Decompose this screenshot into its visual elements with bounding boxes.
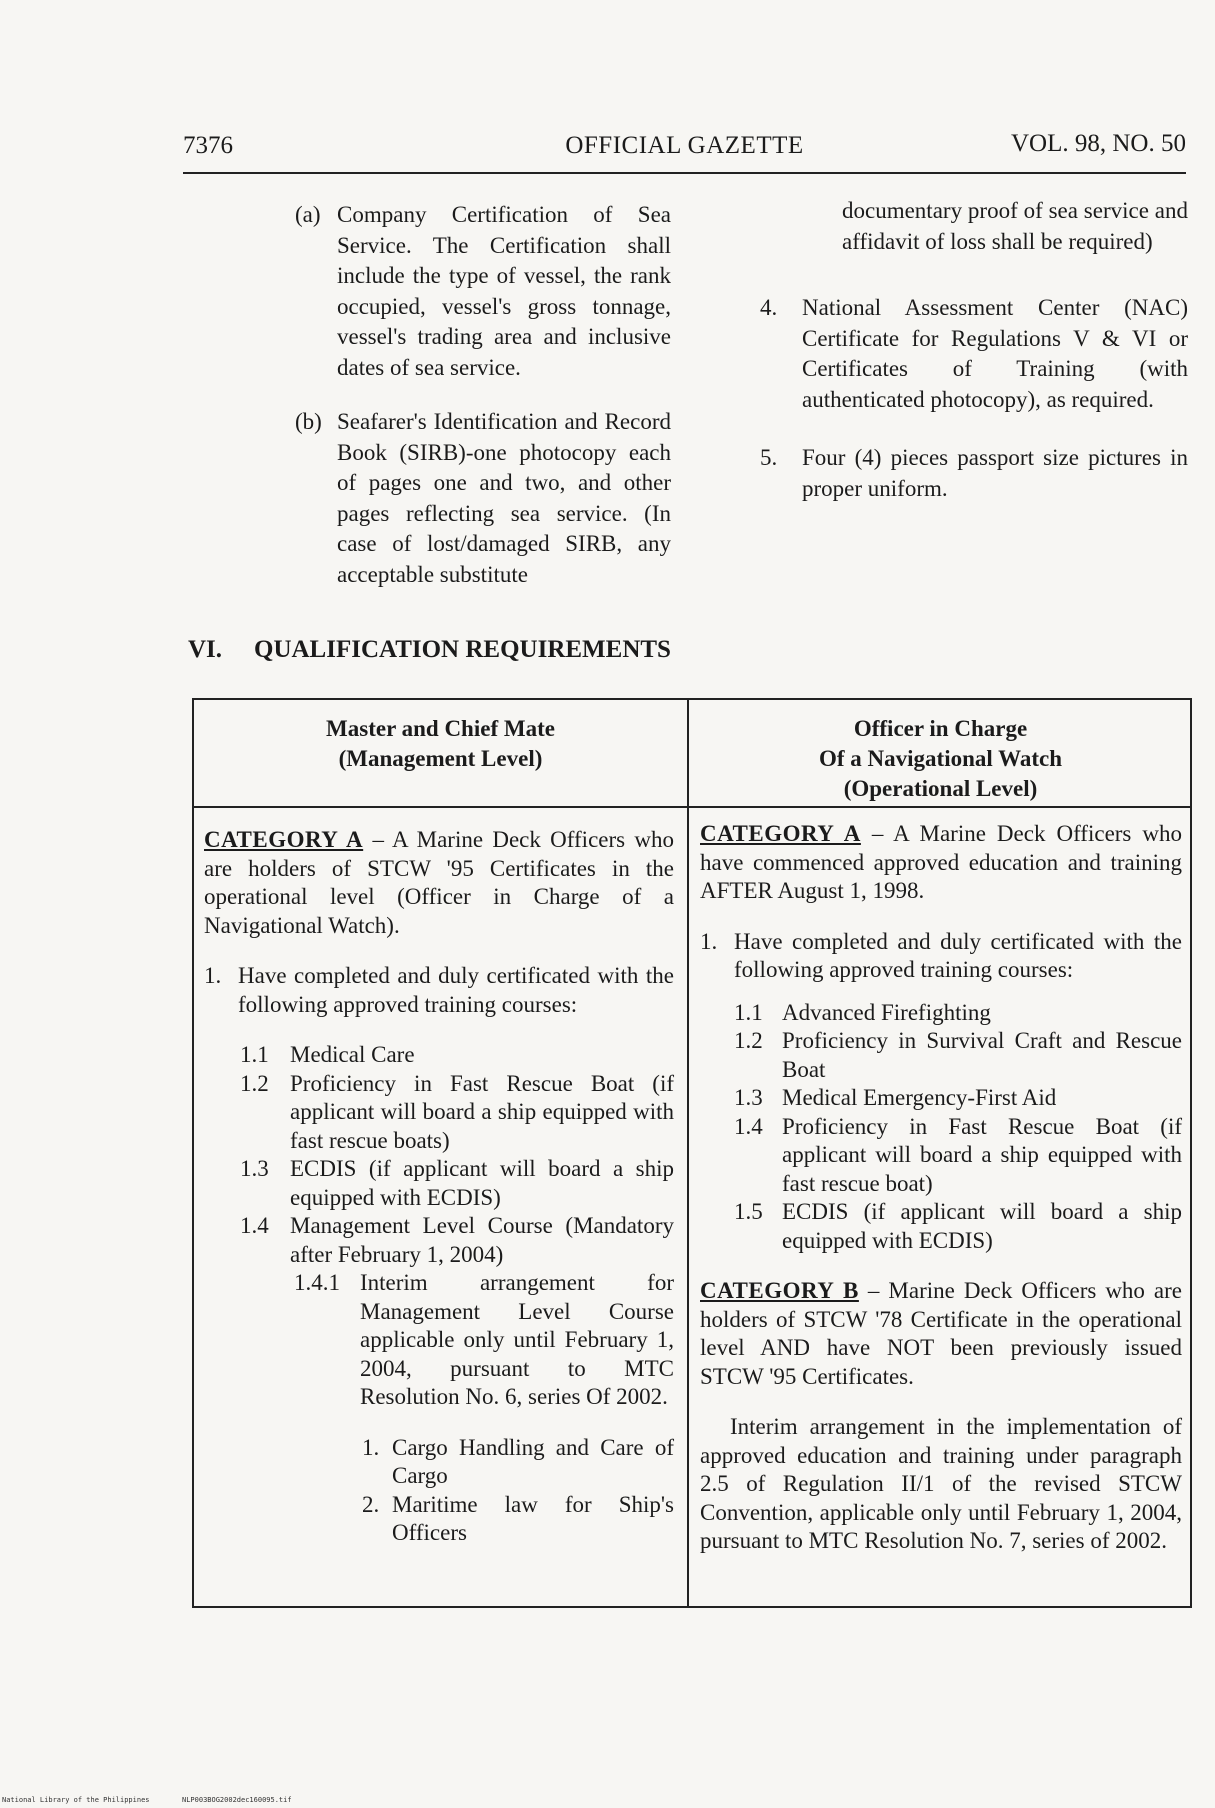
course-item: 1.3 Medical Emergency-First Aid — [734, 1085, 1057, 1110]
volume-number: VOL. 98, NO. 50 — [1011, 130, 1186, 157]
list-item-a: (a) Company Certification of Sea Service. The Certification shall include the type of vessel, the rank occupied, vessel's gross tonnage, vessel's trading area and inclusive dates of sea service. — [295, 202, 671, 380]
table-header-management: Master and Chief Mate (Management Level) — [326, 716, 555, 771]
course-item: 1.2 Proficiency in Fast Rescue Boat (if applicant will board a ship equipped with fast rescue boats) — [240, 1070, 674, 1153]
header-rule — [183, 172, 1186, 174]
scan-footer: National Library of the Philippines NLP003BOG2002dec160095.tif — [2, 1796, 292, 1804]
course-item: 1.1 Advanced Firefighting — [734, 999, 991, 1025]
operational-level-cell — [700, 820, 1182, 1556]
left-text-column — [295, 200, 671, 590]
course-item: 1.1 Medical Care — [240, 1042, 415, 1067]
interim-arrangement-paragraph: Interim arrangement in the implementation of approved education and training under paragraph 2.5 of Regulation II/1 of the revised STCW Convention, applicable only until February 1, 2004, pursuant to MTC Resolution No. 7, series of 2002. — [700, 1414, 1182, 1553]
category-a-paragraph: CATEGORY A – A Marine Deck Officers who are holders of STCW '95 Certificates in the operational level (Officer in Charge of a Navigational Watch). — [204, 827, 674, 938]
publication-title: OFFICIAL GAZETTE — [565, 132, 804, 159]
subitem: 2. Maritime law for Ship's Officers — [362, 1491, 674, 1545]
management-level-cell — [204, 826, 674, 1548]
list-item: 1. Have completed and duly certificated with the following approved training courses: — [204, 963, 674, 1017]
course-item: 1.3 ECDIS (if applicant will board a ship equipped with ECDIS) — [240, 1156, 674, 1210]
table-header-operational: Officer in Charge Of a Navigational Watch (Operational Level) — [818, 716, 1062, 801]
list-item-b: (b) Seafarer's Identification and Record Book (SIRB)-one photocopy each of pages one and two, and other pages reflecting sea service. (In case of lost/damaged SIRB, any acceptable substitute — [295, 409, 671, 587]
subitem: 1. Cargo Handling and Care of Cargo — [362, 1434, 674, 1488]
category-b-paragraph: CATEGORY B – Marine Deck Officers who are holders of STCW '78 Certificate in the operational level AND have NOT been previously issued STCW '95 Certificates. — [700, 1278, 1183, 1389]
section-heading: VI. QUALIFICATION REQUIREMENTS — [188, 636, 671, 663]
continuation-text: documentary proof of sea service and affidavit of loss shall be required) — [842, 198, 1188, 254]
course-item: 1.4 Proficiency in Fast Rescue Boat (if applicant will board a ship equipped with fast rescue boat) — [734, 1113, 1182, 1196]
course-item: 1.4 Management Level Course (Mandatory after February 1, 2004) — [240, 1213, 674, 1267]
list-item-4: 4. National Assessment Center (NAC) Certificate for Regulations V & VI or Certificates of Training (with authenticated photocopy), as required. — [760, 295, 1188, 412]
list-item: 1. Have completed and duly certificated with the following approved training courses: — [700, 928, 1182, 982]
page-header — [183, 128, 1186, 168]
course-item: 1.2 Proficiency in Survival Craft and Rescue Boat — [734, 1028, 1182, 1082]
course-item: 1.5 ECDIS (if applicant will board a ship equipped with ECDIS) — [734, 1199, 1182, 1253]
page-number: 7376 — [183, 132, 233, 159]
category-a-paragraph: CATEGORY A – A Marine Deck Officers who have commenced approved education and training AFTER August 1, 1998. — [700, 821, 1183, 903]
list-item-5: 5. Four (4) pieces passport size pictures in proper uniform. — [760, 445, 1188, 501]
qualification-table — [192, 698, 1192, 1608]
right-text-column — [760, 196, 1188, 504]
interim-subitem: 1.4.1 Interim arrangement for Management Level Course applicable only until February 1, 2004, pursuant to MTC Resolution No. 6, series Of 2002. — [294, 1270, 674, 1409]
